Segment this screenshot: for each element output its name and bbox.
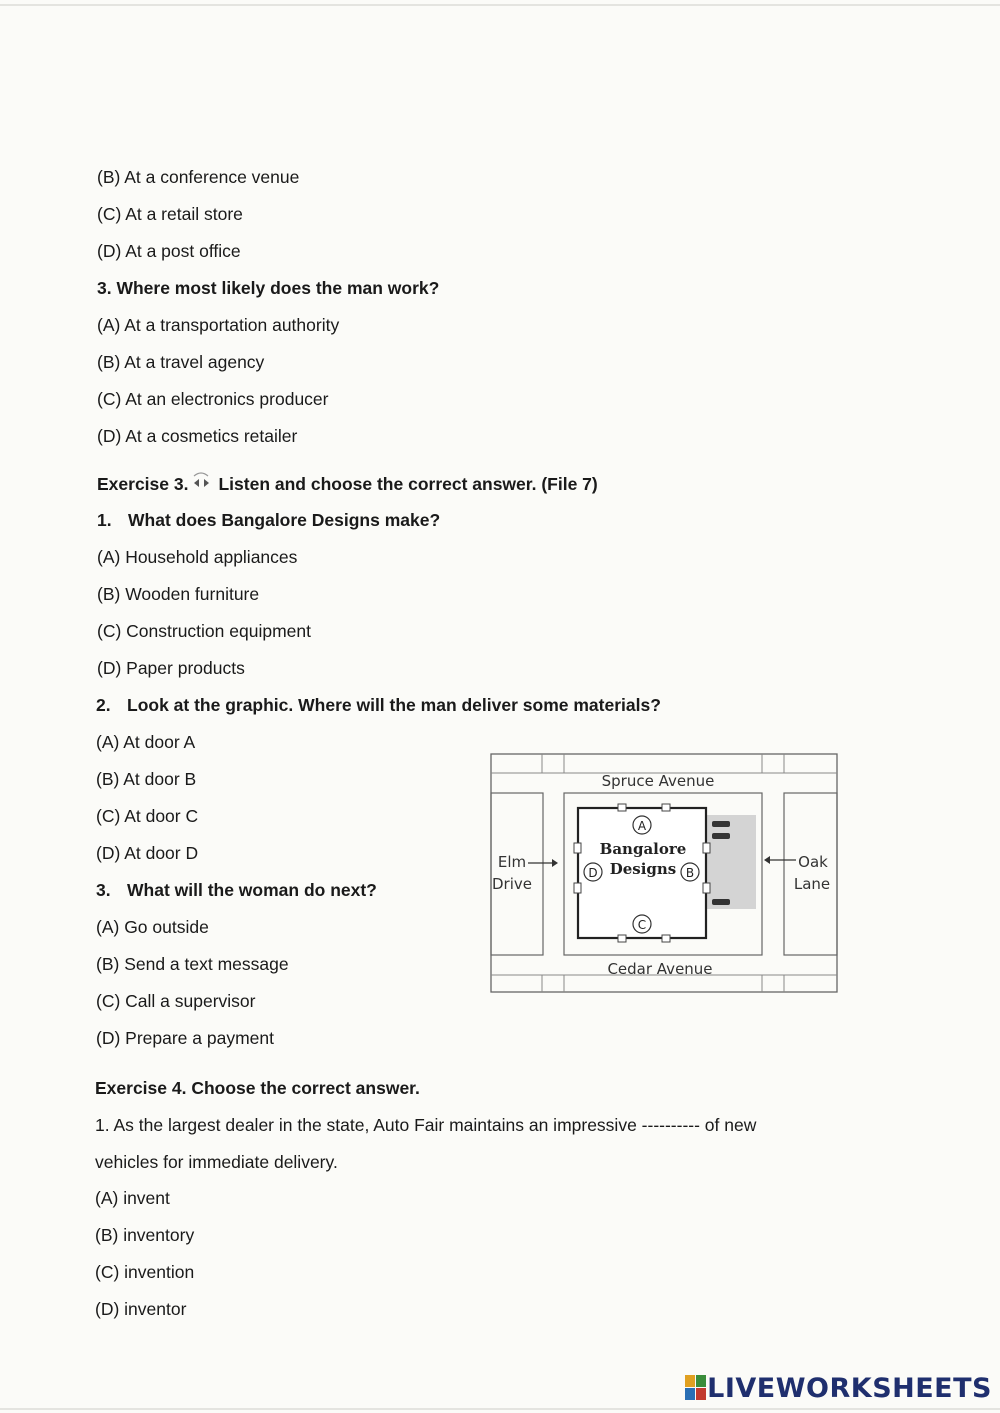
- parking-lot: [706, 815, 756, 909]
- question-text: What does Bangalore Designs make?: [128, 510, 441, 530]
- option-text: (C) invention: [95, 1262, 195, 1282]
- option-text: (C) Call a supervisor: [96, 991, 256, 1011]
- ex4-question-1-line-1: 1. As the largest dealer in the state, Auto Fair maintains an impressive ---------- of new: [95, 1115, 757, 1135]
- door-c-label: C: [637, 918, 647, 932]
- exercise-3-instruction: Listen and choose the correct answer. (File 7): [218, 474, 598, 495]
- street-label-left-2: Drive: [492, 875, 532, 893]
- option-text: (B) inventory: [95, 1225, 195, 1245]
- option-text: (A) At a transportation authority: [97, 315, 340, 335]
- option-text: (B) Send a text message: [96, 954, 289, 974]
- option-text: (A) At door A: [96, 732, 196, 752]
- option-text: (D) At a post office: [97, 241, 241, 261]
- question-3: 3. Where most likely does the man work?: [97, 278, 440, 298]
- option-text: (C) At an electronics producer: [97, 389, 329, 409]
- ex3-question-2: [96, 694, 661, 716]
- option-text: (C) At door C: [96, 806, 199, 826]
- scan-edge-top: [0, 4, 1000, 6]
- street-label-top: Spruce Avenue: [601, 772, 715, 790]
- exercise-3-prefix: Exercise 3.: [97, 474, 189, 495]
- liveworksheets-logo[interactable]: [685, 1373, 992, 1403]
- logo-icon: [685, 1375, 707, 1401]
- ex3-question-3: [96, 879, 377, 901]
- door-b-label: B: [685, 866, 695, 880]
- option-text: (A) invent: [95, 1188, 170, 1208]
- audio-play-icon[interactable]: [190, 472, 214, 499]
- question-number: 2.: [96, 695, 111, 715]
- exercise-4-heading: Exercise 4. Choose the correct answer.: [95, 1078, 420, 1098]
- question-text: Look at the graphic. Where will the man deliver some materials?: [127, 695, 661, 715]
- exercise-3-heading: [97, 472, 598, 499]
- question-number: 1.: [97, 510, 112, 530]
- option-text: (A) Go outside: [96, 917, 209, 937]
- ex4-question-1-line-2: vehicles for immediate delivery.: [95, 1152, 338, 1172]
- option-text: (B) At a conference venue: [97, 167, 300, 187]
- option-text: (D) Paper products: [97, 658, 245, 678]
- scan-edge-bottom: [0, 1408, 1000, 1410]
- question-number: 3.: [96, 880, 111, 900]
- ex3-question-1: [97, 509, 440, 531]
- arrow-left-icon: [764, 856, 796, 864]
- street-label-right-1: Oak: [798, 853, 828, 871]
- option-text: (D) At door D: [96, 843, 199, 863]
- question-text: What will the woman do next?: [127, 880, 377, 900]
- option-text: (A) Household appliances: [97, 547, 298, 567]
- street-label-right-2: Lane: [793, 875, 831, 893]
- option-text: (C) At a retail store: [97, 204, 243, 224]
- option-text: (B) Wooden furniture: [97, 584, 260, 604]
- door-a-label: A: [637, 819, 647, 833]
- street-label-bottom: Cedar Avenue: [607, 960, 713, 978]
- building-map-graphic: [490, 753, 838, 995]
- door-d-label: D: [588, 866, 598, 880]
- option-text: (D) Prepare a payment: [96, 1028, 274, 1048]
- option-text: (B) At door B: [96, 769, 197, 789]
- option-text: (B) At a travel agency: [97, 352, 265, 372]
- option-text: (C) Construction equipment: [97, 621, 311, 641]
- option-text: (D) inventor: [95, 1299, 187, 1319]
- logo-text: LIVEWORKSHEETS: [707, 1372, 992, 1404]
- building-name-2: Designs: [609, 860, 677, 878]
- building-name-1: Bangalore: [599, 840, 687, 858]
- street-label-left-1: Elm: [497, 853, 527, 871]
- option-text: (D) At a cosmetics retailer: [97, 426, 298, 446]
